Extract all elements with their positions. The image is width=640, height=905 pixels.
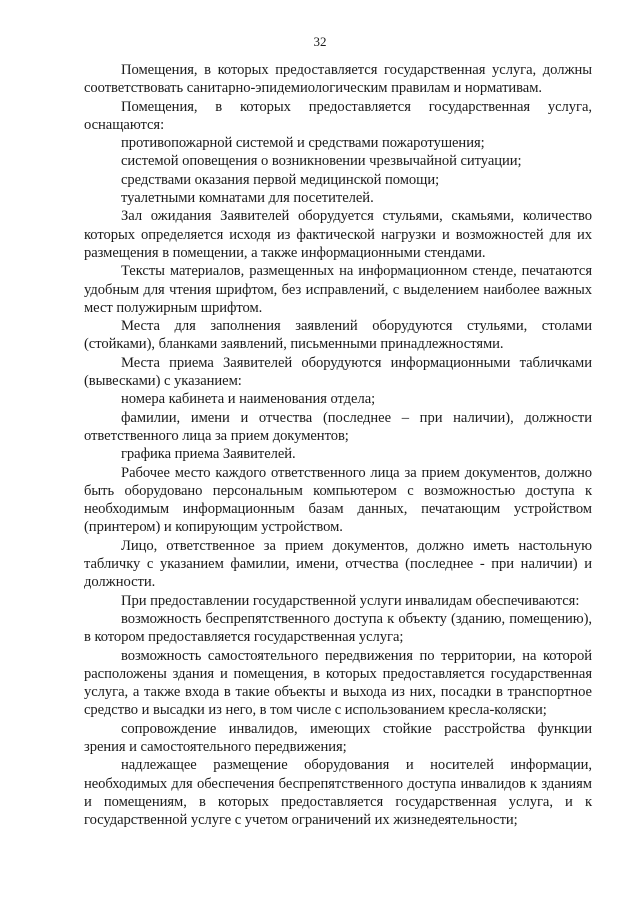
list-item: возможность самостоятельного передвижения по территории, на которой расположены здания и помещения, в которых предоставляется государственная услуга, а также входа в такие объекты и выхода из них, посадки в транспортное средство и высадки из него, в том числе с использованием кресла-коляски; [84,647,592,719]
paragraph: Места приема Заявителей оборудуются информационными табличками (вывесками) с указанием: [84,354,592,390]
list-item: туалетными комнатами для посетителей. [121,190,374,207]
list-item: надлежащее размещение оборудования и носителей информации, необходимых для обеспечения беспрепятственного доступа инвалидов к зданиям и помещениям, в которых предоставляется государственная услуга, и к государственной услуге с учетом ограничений их жизнедеятельности; [84,757,592,829]
paragraph: При предоставлении государственной услуги инвалидам обеспечиваются: [121,592,580,609]
list-item: возможность беспрепятственного доступа к объекту (зданию, помещению), в котором предоставляется государственная услуга; [84,610,592,646]
list-item: фамилии, имени и отчества (последнее – при наличии), должности ответственного лица за прием документов; [84,409,592,444]
paragraph: Лицо, ответственное за прием документов, должно иметь настольную табличку с указанием фамилии, имени, отчества (последнее - при наличии) и должности. [84,537,592,591]
paragraph: Тексты материалов, размещенных на информационном стенде, печатаются удобным для чтения шрифтом, без исправлений, с выделением наиболее важных мест полужирным шрифтом. [84,263,592,316]
list-item: номера кабинета и наименования отдела; [121,391,376,408]
list-item: системой оповещения о возникновении чрезвычайной ситуации; [121,153,522,170]
paragraph: Рабочее место каждого ответственного лица за прием документов, должно быть оборудовано персональным компьютером с возможностью доступа к необходимым информационным базам данных, печатающим устройством (принтером) и копирующим устройством. [84,464,592,536]
list-item: графика приема Заявителей. [121,446,296,463]
document-body [84,61,592,829]
list-item: сопровождение инвалидов, имеющих стойкие расстройства функции зрения и самостоятельного передвижения; [84,720,592,755]
page-number: 32 [313,34,327,49]
paragraph: Места для заполнения заявлений оборудуются стульями, столами (стойками), бланками заявлений, письменными принадлежностями. [84,318,592,353]
paragraph: Зал ожидания Заявителей оборудуется стульями, скамьями, количество которых определяется исходя из фактической нагрузки и возможностей для их размещения в помещении, а также информационными стендами. [84,208,592,261]
list-item: противопожарной системой и средствами пожаротушения; [121,135,485,152]
list-item: средствами оказания первой медицинской помощи; [121,171,440,188]
paragraph: Помещения, в которых предоставляется государственная услуга, должны соответствовать санитарно-эпидемиологическим правилам и нормативам. [84,62,592,97]
paragraph: Помещения, в которых предоставляется государственная услуга, оснащаются: [84,98,592,133]
